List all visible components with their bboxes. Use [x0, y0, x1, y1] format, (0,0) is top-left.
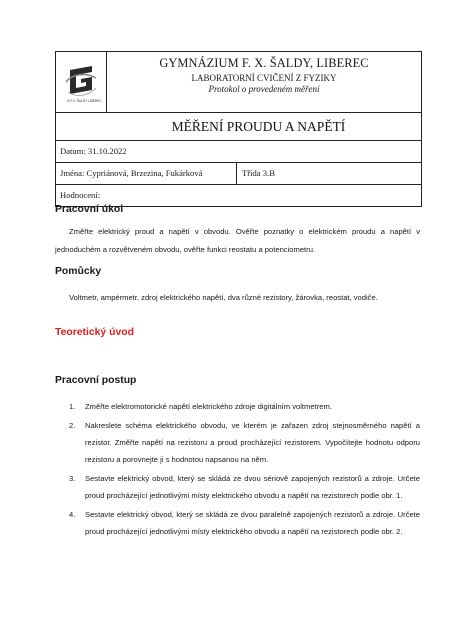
date-field: Datum: 31.10.2022	[60, 146, 127, 156]
school-logo	[56, 52, 107, 112]
list-item	[55, 470, 420, 504]
header-text-block	[107, 52, 421, 94]
step-text: Změřte elektromotorické napětí elektrického zdroje digitálním voltmetrem.	[85, 402, 332, 411]
list-item	[55, 506, 420, 540]
procedure-steps-list	[55, 398, 420, 540]
document-title: MĚŘENÍ PROUDU A NAPĚTÍ	[56, 113, 421, 141]
step-number: 4.	[69, 510, 76, 519]
step-number: 1.	[69, 402, 76, 411]
list-item	[55, 417, 420, 468]
protocol-subtitle: Protokol o provedeném měření	[208, 84, 320, 94]
rating-field: Hodnocení:	[60, 190, 101, 200]
rating-row	[56, 185, 421, 206]
protocol-header-table	[55, 51, 422, 207]
names-field: Jména: Cypriánová, Brzezina, Fukárková	[60, 168, 203, 178]
logo-caption: G F.X. ŠALDY LIBEREC	[67, 99, 102, 103]
goal-section	[55, 204, 420, 258]
lab-subtitle: LABORATORNÍ CVIČENÍ Z FYZIKY	[191, 73, 337, 83]
step-text: Nakreslete schéma elektrického obvodu, ve kterém je zařazen zdroj stejnosměrného napětí a rezistor. Změřte napětí na rezistoru a proud procházející rezistorem. Vypočítejte hodnotu odporu rezistoru a porovnejte ji s hodnotou napsanou na něm.	[85, 421, 420, 464]
step-number: 2.	[69, 421, 76, 430]
school-name: GYMNÁZIUM F. X. ŠALDY, LIBEREC	[159, 56, 369, 70]
tools-text: Voltmetr, ampérmetr, zdroj elektrického napětí, dva různé rezistory, žárovka, reostat, vodiče.	[69, 293, 378, 302]
tools-heading: Pomůcky	[55, 266, 102, 277]
date-row	[56, 141, 421, 163]
goal-heading: Pracovní úkol	[55, 204, 124, 215]
goal-text: Změřte elektrický proud a napětí v obvodu. Ověřte poznatky o elektrickém proudu a napětí v jednoduchém a rozvětveném obvodu, ověřte funkci reostatu a potenciometru.	[55, 227, 420, 254]
class-field: Třída 3.B	[242, 168, 275, 178]
theory-section	[55, 327, 420, 338]
tools-section	[55, 266, 420, 307]
header-top-row	[56, 52, 421, 113]
names-row	[56, 163, 421, 185]
cell-divider	[236, 163, 237, 184]
step-text: Sestavte elektrický obvod, který se skládá ze dvou sériově zapojených rezistorů a zdroje. Určete proud procházející jednotlivými místy elektrického obvodu a napětí na rezistorech podle obr. 1.	[85, 474, 420, 500]
school-logo-icon	[56, 52, 106, 112]
procedure-section	[55, 375, 420, 542]
step-text: Sestavte elektrický obvod, který se skládá ze dvou paralelně zapojených rezistorů a zdroje. Určete proud procházející jednotlivými místy elektrického obvodu a napětí na rezistorech podle obr. 2.	[85, 510, 420, 536]
list-item	[55, 398, 420, 415]
theory-heading: Teoretický úvod	[55, 327, 134, 338]
procedure-heading: Pracovní postup	[55, 375, 137, 386]
step-number: 3.	[69, 474, 76, 483]
